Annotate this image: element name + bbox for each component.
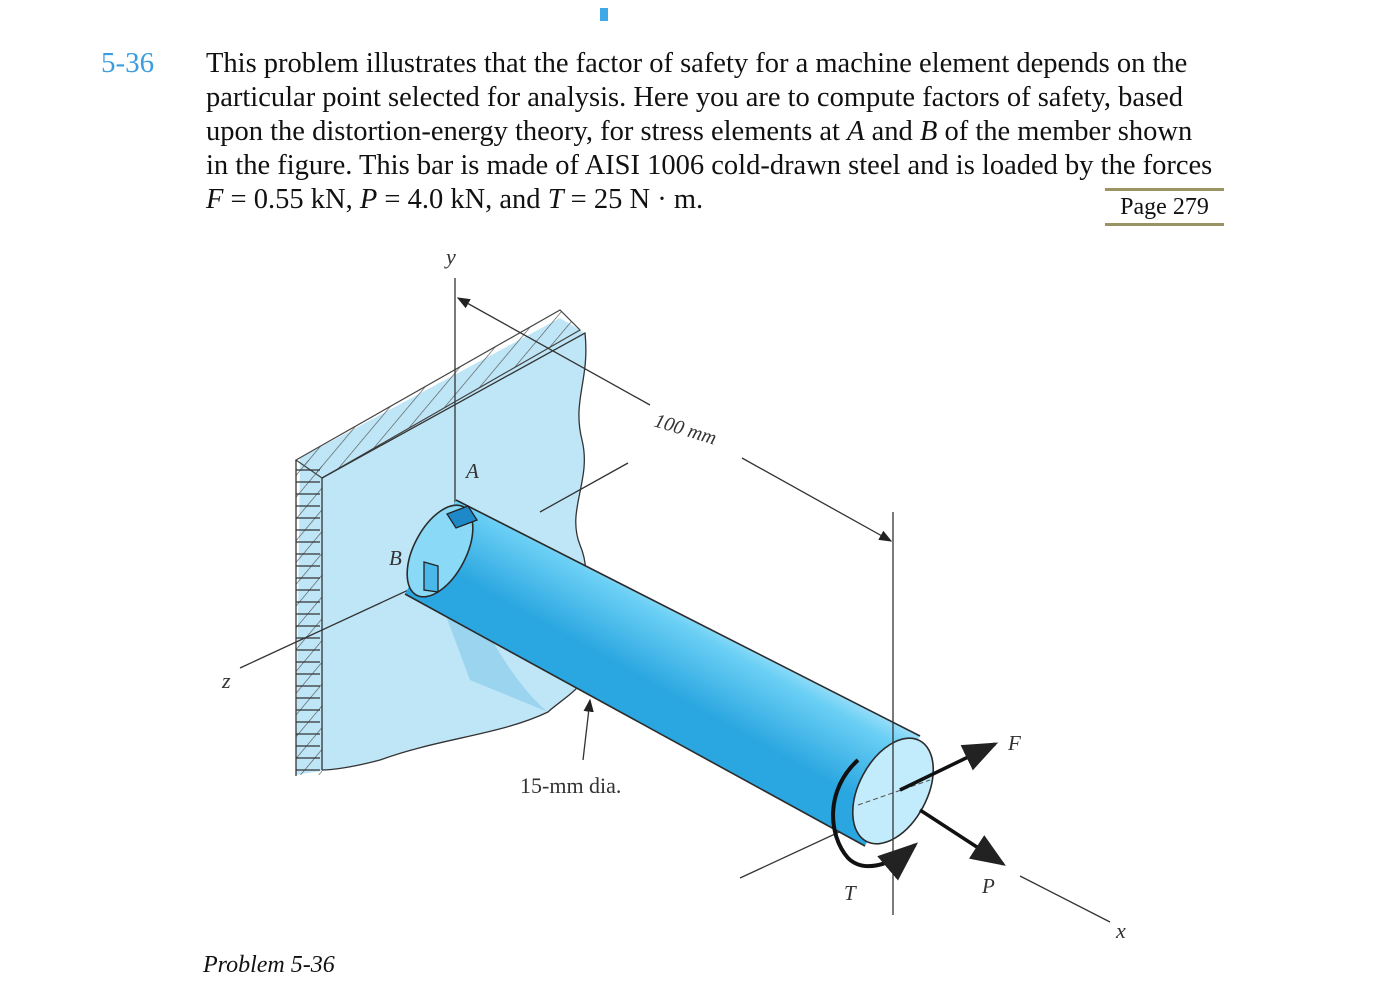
problem-number: 5-36 bbox=[101, 47, 155, 79]
problem-text-4: = 0.55 kN, bbox=[223, 184, 360, 215]
problem-text-3: of the member shown in the figure. This bar is made of AISI 1006 cold-drawn steel and is loaded by the forces bbox=[206, 116, 1213, 181]
problem-text-2: and bbox=[864, 116, 920, 147]
x-axis-line bbox=[1020, 876, 1110, 922]
force-f-label: F bbox=[1008, 731, 1021, 755]
point-b-label: B bbox=[389, 546, 402, 570]
diameter-leader bbox=[583, 700, 590, 760]
problem-text-1: This problem illustrates that the factor of safety for a machine element depends on the particular point selected for analysis. Here you are to compute factors of safety, based upon the distortion-energy theory, for stress elements at bbox=[206, 48, 1188, 147]
problem-text-5: = 4.0 kN, and bbox=[377, 184, 548, 215]
problem-text-6: = 25 N · m. bbox=[563, 184, 704, 215]
force-p-label: P bbox=[982, 874, 995, 898]
length-dimension-label: 100 mm bbox=[651, 409, 720, 450]
var-f: F bbox=[206, 184, 224, 215]
diameter-label: 15-mm dia. bbox=[520, 773, 622, 798]
page-reference[interactable]: Page 279 bbox=[1105, 188, 1224, 226]
dimension-arrow-right bbox=[742, 458, 891, 541]
figure-caption: Problem 5-36 bbox=[203, 952, 335, 978]
x-axis-label: x bbox=[1116, 918, 1126, 943]
var-p: P bbox=[359, 184, 378, 215]
wall-hatch-left bbox=[296, 460, 322, 775]
z-axis-label: z bbox=[222, 668, 231, 693]
stress-element-b bbox=[424, 562, 438, 592]
var-b: B bbox=[919, 116, 938, 147]
torque-t-label: T bbox=[844, 881, 856, 905]
var-t: T bbox=[547, 184, 564, 215]
point-a-label: A bbox=[466, 459, 479, 483]
force-p-arrow bbox=[920, 810, 1003, 864]
var-a: A bbox=[847, 116, 865, 147]
y-axis-label: y bbox=[446, 244, 456, 269]
